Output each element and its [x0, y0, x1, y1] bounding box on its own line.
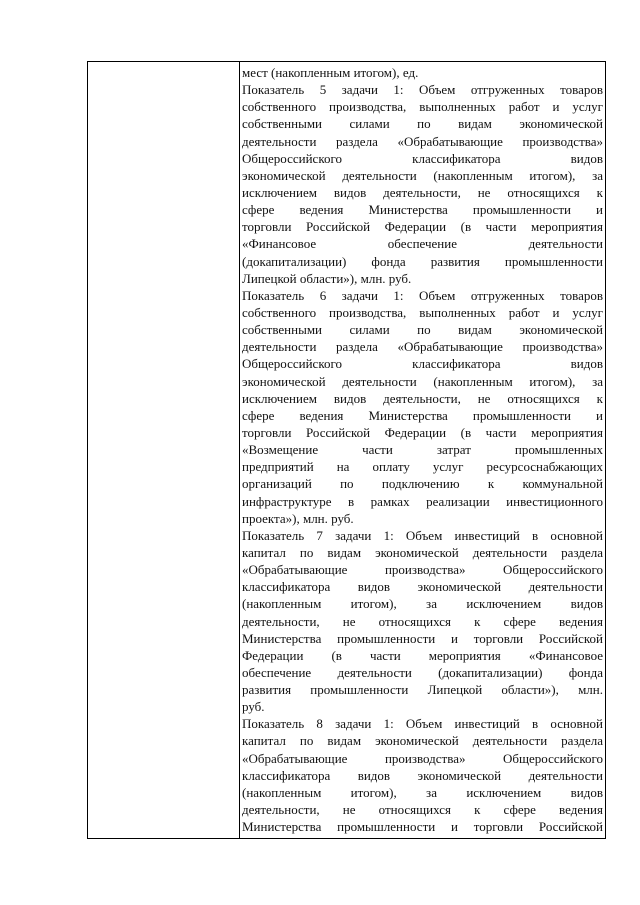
text-line: (накопленным итогом), за исключением видов	[242, 596, 603, 612]
text-line: Показатель 6 задачи 1: Объем отгруженных товаров	[242, 287, 603, 303]
text-line: сфере ведения Министерства промышленности и	[242, 407, 603, 423]
text-line: собственного производства, выполненных работ и услуг	[242, 99, 603, 115]
text-line: развития промышленности Липецкой области»), млн.	[242, 682, 603, 698]
text-line: сфере ведения Министерства промышленности и	[242, 202, 603, 218]
indicator-description-cell	[242, 64, 603, 838]
text-line: «Обрабатывающие производства» Общероссийского	[242, 750, 603, 766]
text-line: деятельности, не относящихся к сфере ведения	[242, 613, 603, 629]
text-line: деятельности раздела «Обрабатывающие производства»	[242, 133, 603, 149]
text-line: Министерства промышленности и торговли Российской	[242, 630, 603, 646]
text-line: Общероссийского классификатора видов	[242, 356, 603, 372]
text-line: Показатель 5 задачи 1: Объем отгруженных товаров	[242, 82, 603, 98]
document-table	[87, 61, 606, 839]
text-line: капитал по видам экономической деятельности раздела	[242, 733, 603, 749]
text-line: исключением видов деятельности, не относящихся к	[242, 390, 603, 406]
text-line: исключением видов деятельности, не относящихся к	[242, 184, 603, 200]
text-line: (накопленным итогом), за исключением видов	[242, 784, 603, 800]
text-line: классификатора видов экономической деятельности	[242, 579, 603, 595]
text-line: руб.	[242, 699, 265, 715]
text-line: Федерации (в части мероприятия «Финансовое	[242, 647, 603, 663]
column-divider	[239, 62, 240, 838]
text-line: организаций по подключению к коммунальной	[242, 476, 603, 492]
text-line: Министерства промышленности и торговли Российской	[242, 819, 603, 835]
text-line: «Финансовое обеспечение деятельности	[242, 236, 603, 252]
text-line: проекта»), млн. руб.	[242, 510, 354, 526]
text-line: Липецкой области»), млн. руб.	[242, 270, 412, 286]
text-line: инфраструктуре в рамках реализации инвестиционного	[242, 493, 603, 509]
text-line: Показатель 7 задачи 1: Объем инвестиций в основной	[242, 527, 603, 543]
text-line: обеспечение деятельности (докапитализации) фонда	[242, 664, 603, 680]
text-line: (докапитализации) фонда развития промышленности	[242, 253, 603, 269]
text-line: деятельности раздела «Обрабатывающие производства»	[242, 339, 603, 355]
text-line: классификатора видов экономической деятельности	[242, 767, 603, 783]
text-line: Общероссийского классификатора видов	[242, 150, 603, 166]
text-line: собственными силами по видам экономической	[242, 116, 603, 132]
text-line: экономической деятельности (накопленным итогом), за	[242, 373, 603, 389]
text-line: предприятий на оплату услуг ресурсоснабжающих	[242, 459, 603, 475]
text-line: мест (накопленным итогом), ед.	[242, 65, 419, 80]
text-line: экономической деятельности (накопленным итогом), за	[242, 167, 603, 183]
text-line: собственного производства, выполненных работ и услуг	[242, 304, 603, 320]
text-line: собственными силами по видам экономической	[242, 322, 603, 338]
text-line: торговли Российской Федерации (в части мероприятия	[242, 219, 603, 235]
text-line: торговли Российской Федерации (в части мероприятия	[242, 424, 603, 440]
text-line: Показатель 8 задачи 1: Объем инвестиций в основной	[242, 716, 603, 732]
text-line: «Обрабатывающие производства» Общероссийского	[242, 562, 603, 578]
text-line: «Возмещение части затрат промышленных	[242, 442, 603, 458]
text-line: капитал по видам экономической деятельности раздела	[242, 544, 603, 560]
text-line: деятельности, не относящихся к сфере ведения	[242, 802, 603, 818]
